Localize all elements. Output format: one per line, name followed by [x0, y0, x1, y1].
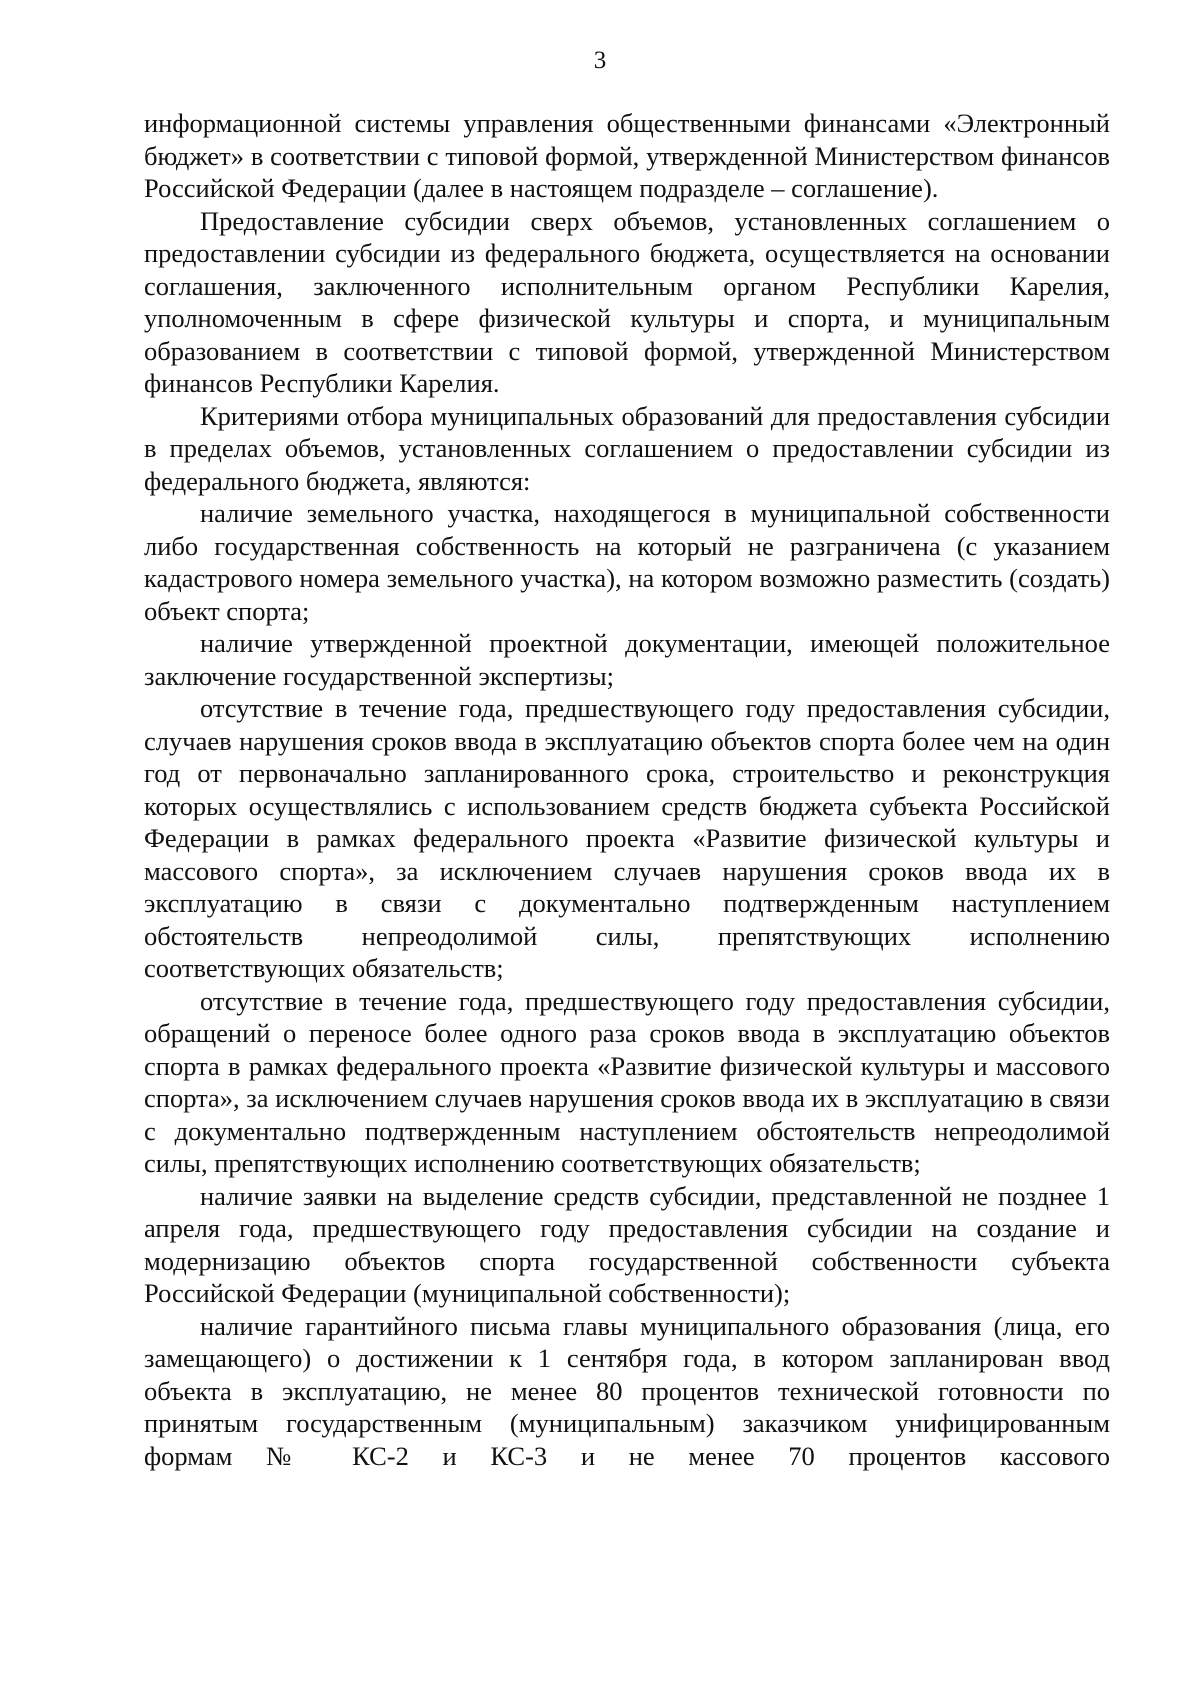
criterion-no-deadline-violations: отсутствие в течение года, предшествующего году предоставления субсидии, случаев нарушения сроков ввода в эксплуатацию объектов спорта более чем на один год от первоначально запланированного срока, строительство и реконструкция которых осуществлялись с использованием средств бюджета субъекта Российской Федерации в рамках федерального проекта «Развитие физической культуры и массового спорта», за исключением случаев нарушения сроков ввода их в эксплуатацию в связи с документально подтвержденным наступлением обстоятельств непреодолимой силы, препятствующих исполнению соответствующих обязательств; — [144, 693, 1110, 983]
criterion-project-documentation: наличие утвержденной проектной документации, имеющей положительное заключение государственной экспертизы; — [144, 628, 1110, 691]
criterion-application-submitted: наличие заявки на выделение средств субсидии, представленной не позднее 1 апреля года, предшествующего году предоставления субсидии на создание и модернизацию объектов спорта государственной собственности субъекта Российской Федерации (муниципальной собственности); — [144, 1180, 1110, 1308]
criterion-guarantee-letter: наличие гарантийного письма главы муниципального образования (лица, его замещающего) о достижении к 1 сентября года, в котором запланирован ввод объекта в эксплуатацию, не менее 80 процентов технической готовности по принятым государственным (муниципальным) заказчиком унифицированным формам № КС-2 и КС-3 и не менее 70 процентов кассового — [144, 1310, 1110, 1471]
page-number: 3 — [593, 47, 607, 74]
paragraph-continuation: информационной системы управления общественными финансами «Электронный бюджет» в соответствии с типовой формой, утвержденной Министерством финансов Российской Федерации (далее в настоящем подразделе – соглашение). — [144, 108, 1110, 203]
paragraph-subsidy-over-volume: Предоставление субсидии сверх объемов, установленных соглашением о предоставлении субсидии из федерального бюджета, осуществляется на основании соглашения, заключенного исполнительным органом Республики Карелия, уполномоченным в сфере физической культуры и спорта, и муниципальным образованием в соответствии с типовой формой, утвержденной Министерством финансов Республики Карелия. — [144, 205, 1110, 398]
criterion-land-plot: наличие земельного участка, находящегося в муниципальной собственности либо государственная собственность на который не разграничена (с указанием кадастрового номера земельного участка), на котором возможно разместить (создать) объект спорта; — [144, 498, 1110, 626]
criterion-no-deadline-transfer-requests: отсутствие в течение года, предшествующего году предоставления субсидии, обращений о переносе более одного раза сроков ввода в эксплуатацию объектов спорта в рамках федерального проекта «Развитие физической культуры и массового спорта», за исключением случаев нарушения сроков ввода их в эксплуатацию в связи с документально подтвержденным наступлением обстоятельств непреодолимой силы, препятствующих исполнению соответствующих обязательств; — [144, 985, 1110, 1178]
paragraph-selection-criteria-intro: Критериями отбора муниципальных образований для предоставления субсидии в пределах объемов, установленных соглашением о предоставлении субсидии из федерального бюджета, являются: — [144, 400, 1110, 496]
document-body — [144, 107, 1110, 1472]
